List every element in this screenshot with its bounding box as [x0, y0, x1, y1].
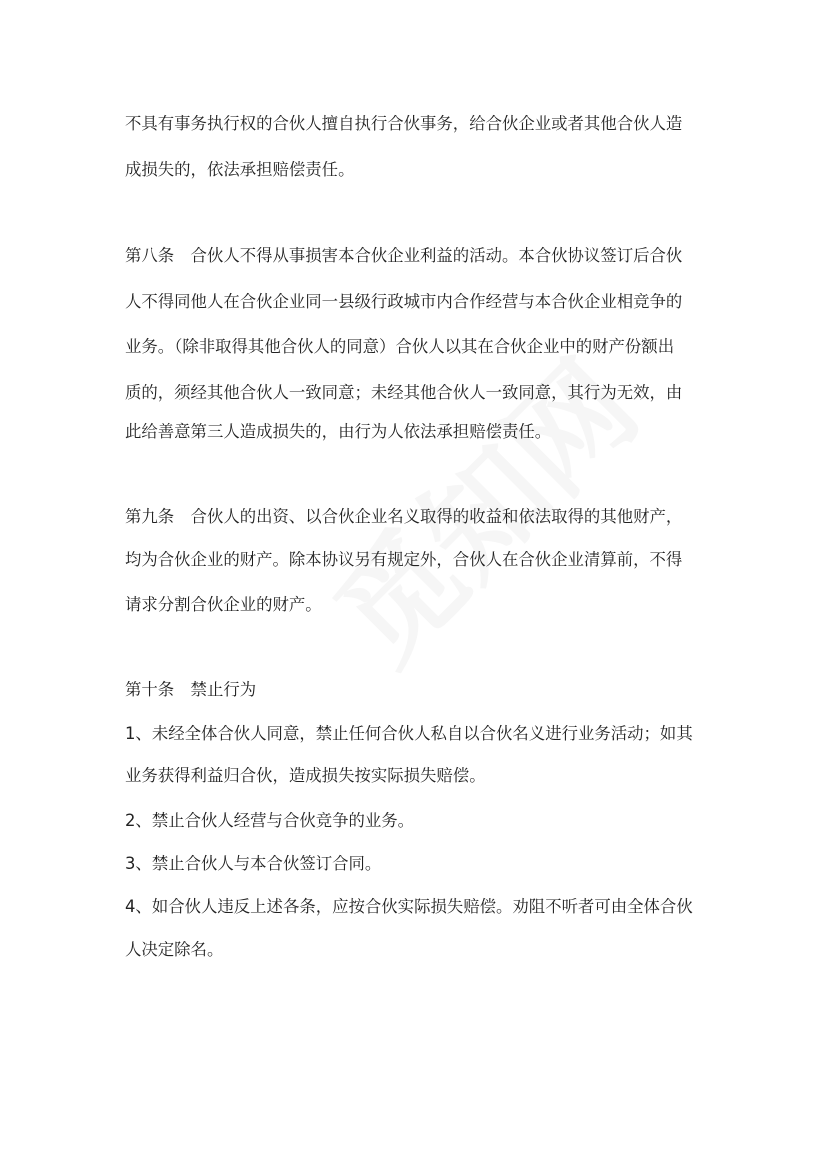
- text-line: 不具有事务执行权的合伙人擅自执行合伙事务，给合伙企业或者其他合伙人造: [125, 114, 683, 133]
- text-line: 质的，须经其他合伙人一致同意；未经其他合伙人一致同意，其行为无效，由: [125, 383, 683, 402]
- text-line: 业务获得利益归合伙，造成损失按实际损失赔偿。: [125, 766, 486, 785]
- article-9-heading-line: 第九条 合伙人的出资、以合伙企业名义取得的收益和依法取得的其他财产，: [125, 507, 683, 526]
- watermark: [292, 318, 668, 694]
- text-line: 均为合伙企业的财产。除本协议另有规定外，合伙人在合伙企业清算前，不得: [125, 550, 683, 569]
- text-line: 人不得同他人在合伙企业同一县级行政城市内合作经营与本合伙企业相竞争的: [125, 292, 683, 311]
- text-line: 请求分割合伙企业的财产。: [125, 595, 322, 614]
- list-item: 1、未经全体合伙人同意，禁止任何合伙人私自以合伙名义进行业务活动；如其: [125, 724, 693, 743]
- text-line: 人决定除名。: [125, 940, 224, 959]
- article-10-heading: 第十条 禁止行为: [125, 680, 257, 699]
- list-item: 3、禁止合伙人与本合伙签订合同。: [125, 854, 382, 873]
- text-line: 成损失的，依法承担赔偿责任。: [125, 160, 355, 179]
- text-line: 此给善意第三人造成损失的，由行为人依法承担赔偿责任。: [125, 422, 552, 441]
- text-line: 业务。（除非取得其他合伙人的同意）合伙人以其在合伙企业中的财产份额出: [125, 337, 675, 356]
- article-8-heading-line: 第八条 合伙人不得从事损害本合伙企业利益的活动。本合伙协议签订后合伙: [125, 246, 683, 265]
- list-item: 4、如合伙人违反上述各条，应按合伙实际损失赔偿。劝阻不听者可由全体合伙: [125, 897, 693, 916]
- list-item: 2、禁止合伙人经营与合伙竞争的业务。: [125, 811, 415, 830]
